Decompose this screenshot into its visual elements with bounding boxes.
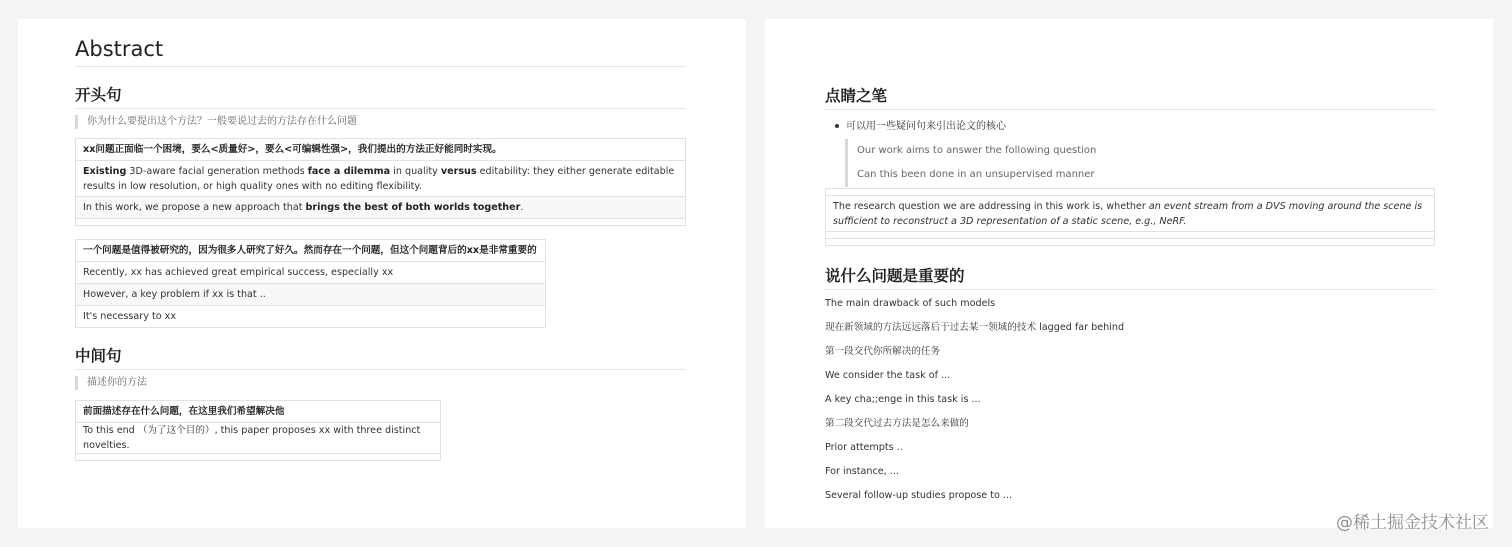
text-plain: in quality	[390, 165, 441, 177]
opening-quote: 你为什么要提出这个方法？一般要说过去的方法存在什么问题	[75, 115, 357, 129]
table-row	[826, 196, 1435, 232]
text-bold: Existing	[83, 165, 127, 177]
paragraph: We consider the task of ...	[825, 370, 951, 381]
heading-importance: 说什么问题是重要的	[825, 264, 1435, 290]
text-plain: 3D-aware facial generation methods	[126, 165, 308, 177]
abstract-title: Abstract	[75, 37, 686, 67]
quote-line: Our work aims to answer the following question	[857, 145, 1097, 156]
text-plain: In this work, we propose a new approach that	[83, 202, 306, 213]
bullet-item	[835, 117, 1006, 132]
paragraph: The main drawback of such models	[825, 298, 996, 309]
table-header-cell: 一个问题是值得被研究的，因为很多人研究了好久。然而存在一个问题，但这个问题背后的xx是非常重要的	[76, 240, 546, 262]
problem-table	[75, 239, 546, 328]
table-header-row	[76, 139, 686, 161]
method-table	[75, 400, 441, 461]
quote-line: Can this been done in an unsupervised manner	[857, 169, 1095, 180]
table-header-row	[76, 240, 546, 262]
heading-middle-sentence: 中间句	[75, 344, 686, 370]
table-header-cell: xx问题正面临一个困境，要么<质量好>，要么<可编辑性强>，我们提出的方法正好能同时实现。	[76, 139, 686, 161]
text-bold: brings the best of both worlds together	[305, 202, 521, 213]
middle-quote: 描述你的方法	[75, 376, 147, 390]
table-header-row	[76, 401, 441, 423]
table-empty-row	[76, 219, 686, 226]
table-row	[76, 306, 546, 328]
watermark: @稀土掘金技术社区	[1336, 513, 1489, 533]
table-cell: Recently, xx has achieved great empirical success, especially xx	[76, 262, 546, 284]
table-cell	[76, 197, 686, 219]
question-quote	[845, 139, 1096, 187]
paragraph: 第二段交代过去方法是怎么来做的	[825, 418, 969, 429]
left-page	[18, 19, 746, 528]
paragraph-list	[825, 297, 1435, 513]
text-bold: face a dilemma	[307, 165, 391, 177]
paragraph: Prior attempts ..	[825, 442, 903, 453]
table-row	[76, 423, 441, 454]
table-empty-row	[76, 454, 441, 461]
bullet-dot-icon	[835, 124, 839, 128]
table-empty-row	[826, 239, 1435, 246]
text-plain: editability: they either generate editable results in low resolution, or high quality ones with no editing flexibility.	[83, 165, 675, 192]
paragraph: For instance, ...	[825, 466, 899, 477]
text-italic: an event stream from a DVS moving around the scene is sufficient to reconstruct a 3D representation of a static scene, e.g., NeRF.	[833, 200, 1423, 227]
table-empty-row	[826, 189, 1435, 196]
text-plain: The research question we are addressing in this work is, whether	[833, 200, 1149, 212]
text-plain: .	[520, 202, 524, 213]
table-cell: To this end （为了这个目的）, this paper proposes xx with three distinct novelties.	[76, 423, 441, 454]
heading-opening-sentence: 开头句	[75, 83, 686, 109]
table-cell	[826, 196, 1435, 232]
paragraph: 第一段交代你所解决的任务	[825, 346, 941, 357]
text-bold: versus	[440, 165, 477, 177]
table-row	[76, 161, 686, 197]
table-row	[76, 262, 546, 284]
table-header-cell: 前面描述存在什么问题，在这里我们希望解决他	[76, 401, 441, 423]
table-row	[76, 197, 686, 219]
table-cell: It's necessary to xx	[76, 306, 546, 328]
paragraph: 现在新领域的方法远远落后于过去某一领域的技术 lagged far behind	[825, 322, 1125, 333]
research-question-table	[825, 188, 1435, 246]
opening-table	[75, 138, 686, 226]
bullet-text: 可以用一些疑问句来引出论文的核心	[846, 121, 1006, 132]
paragraph: Several follow-up studies propose to ...	[825, 490, 1013, 501]
paragraph: A key cha;;enge in this task is ...	[825, 394, 981, 405]
table-cell	[76, 161, 686, 197]
table-empty-row	[826, 232, 1435, 239]
table-cell: However, a key problem if xx is that ..	[76, 284, 546, 306]
table-row	[76, 284, 546, 306]
heading-finishing-touch: 点睛之笔	[825, 84, 1435, 110]
right-page	[765, 19, 1493, 528]
